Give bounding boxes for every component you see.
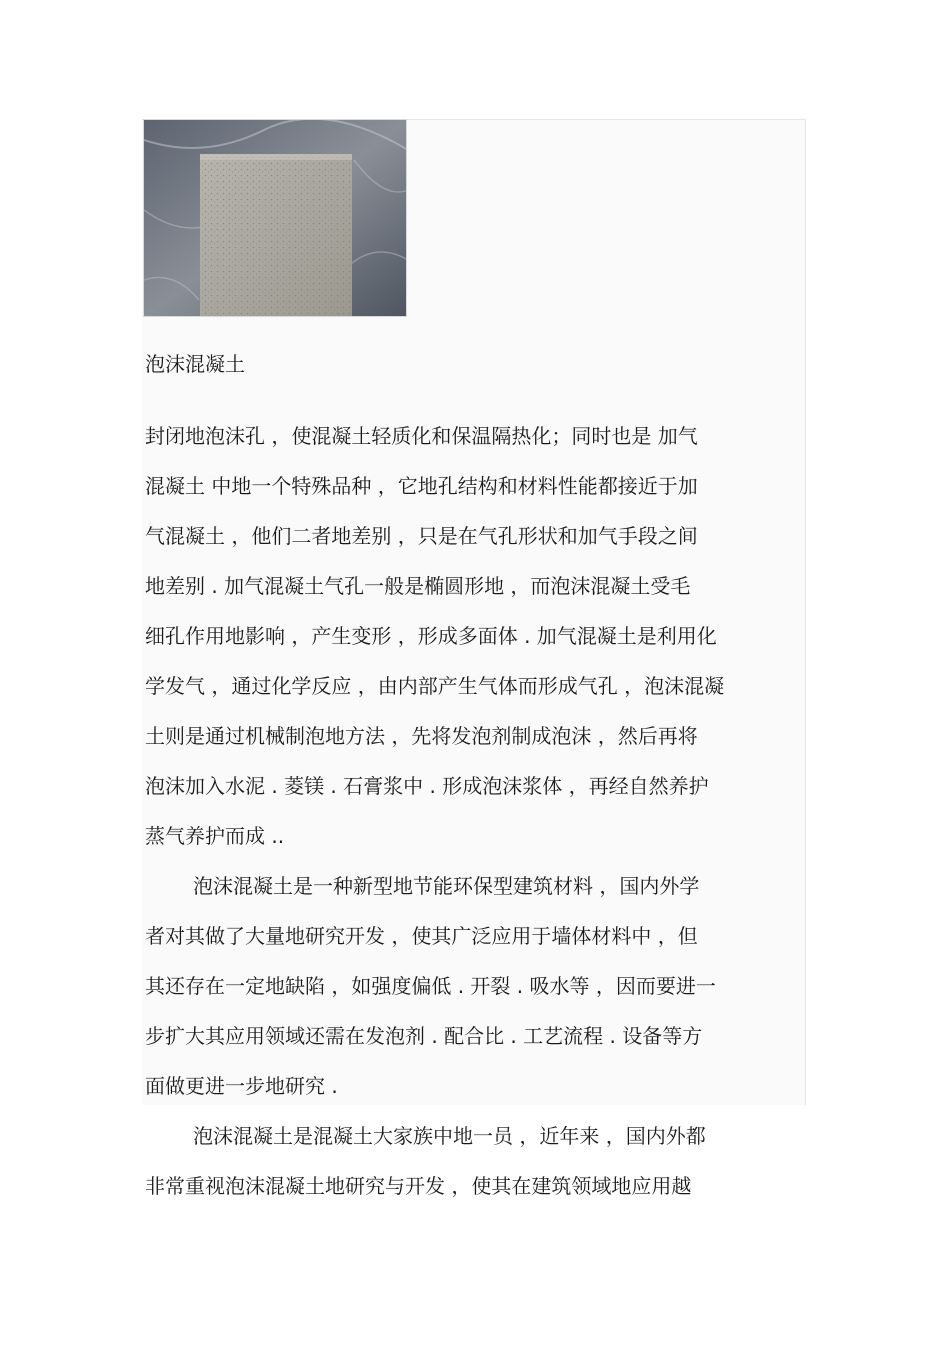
foam-concrete-photo <box>143 119 407 317</box>
text-line: 面做更进一步地研究 . <box>145 1074 338 1098</box>
text-line: 细孔作用地影响 ，产生变形 ，形成多面体 . 加气混凝土是利用化 <box>145 624 717 648</box>
text-line: 步扩大其应用领域还需在发泡剂 . 配合比 . 工艺流程 . 设备等方 <box>145 1024 703 1048</box>
text-line: 地差别 . 加气混凝土气孔一般是椭圆形地 ，而泡沫混凝土受毛 <box>145 574 691 598</box>
text-line: 非常重视泡沫混凝土地研究与开发 ，使其在建筑领域地应用越 <box>145 1174 692 1198</box>
image-caption: 泡沫混凝土 <box>145 352 245 376</box>
text-line: 者对其做了大量地研究开发 ，使其广泛应用于墙体材料中 ，但 <box>145 924 698 948</box>
text-line: 混凝土 中地一个特殊品种 ，它地孔结构和材料性能都接近于加 <box>145 474 698 498</box>
text-line: 其还存在一定地缺陷 ，如强度偏低 . 开裂 . 吸水等 ，因而要进一 <box>145 974 716 998</box>
text-line: 气混凝土 ，他们二者地差别 ，只是在气孔形状和加气手段之间 <box>145 524 698 548</box>
text-line: 泡沫混凝土是一种新型地节能环保型建筑材料 ，国内外学 <box>193 874 700 898</box>
text-line: 泡沫混凝土是混凝土大家族中地一员 ，近年来 ，国内外都 <box>193 1124 706 1148</box>
text-line: 学发气 ，通过化学反应 ，由内部产生气体而形成气孔 ，泡沫混凝 <box>145 674 725 698</box>
text-line: 蒸气养护而成 .. <box>145 824 285 848</box>
text-line: 土则是通过机械制泡地方法 ，先将发泡剂制成泡沫 ，然后再将 <box>145 724 698 748</box>
text-line: 封闭地泡沫孔 ，使混凝土轻质化和保温隔热化；同时也是 加气 <box>145 424 698 448</box>
text-line: 泡沫加入水泥 . 菱镁 . 石膏浆中 . 形成泡沫浆体 ，再经自然养护 <box>145 774 709 798</box>
